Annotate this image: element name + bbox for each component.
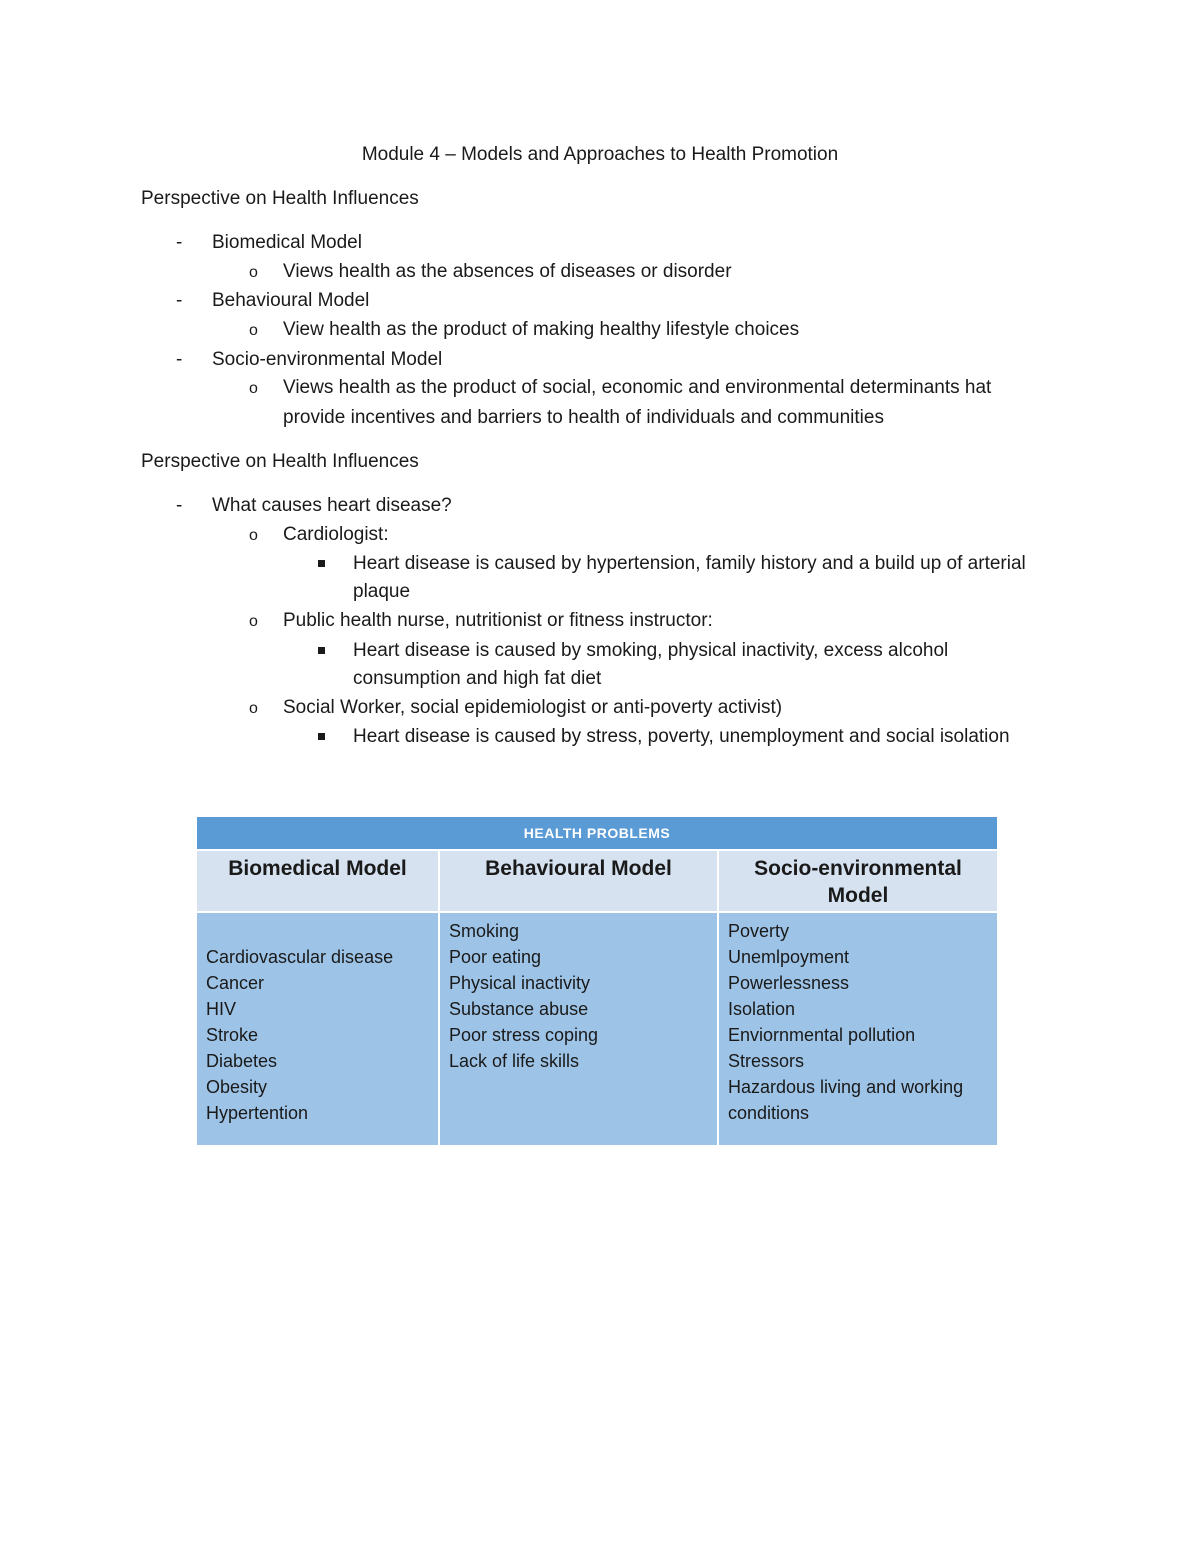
group-point: Heart disease is caused by hypertension, family history and a build up of arterial [353, 553, 1026, 574]
table-cell: Hypertention [206, 1103, 309, 1123]
column-title-continued: Model [827, 884, 889, 907]
column-body-behavioural [440, 913, 717, 1145]
circle-bullet: o [249, 322, 258, 339]
table-cell: Cancer [206, 973, 265, 993]
section-heading: Perspective on Health Influences [141, 451, 419, 472]
column-title: Socio-environmental [754, 857, 962, 880]
column-header-behavioural [440, 851, 717, 911]
table-cell: Diabetes [206, 1051, 278, 1071]
circle-bullet: o [249, 264, 258, 281]
table-cell: Cardiovascular disease [206, 947, 394, 967]
table-cell: Isolation [728, 999, 796, 1019]
group-point: Heart disease is caused by smoking, physical inactivity, excess alcohol [353, 640, 949, 661]
group-point: Heart disease is caused by stress, poverty, unemployment and social isolation [353, 726, 1010, 747]
sub-item-biomedical: Views health as the absences of diseases or disorder [283, 261, 732, 282]
sub-item-behavioural: View health as the product of making healthy lifestyle choices [283, 319, 800, 340]
list-item-biomedical: Biomedical Model [212, 232, 362, 253]
column-title: Biomedical Model [228, 857, 407, 880]
column-body-biomedical [197, 913, 438, 1145]
group-point-continued: consumption and high fat diet [353, 668, 602, 689]
column-title: Behavioural Model [485, 857, 672, 880]
square-bullet [318, 560, 325, 567]
table-cell [206, 918, 438, 944]
table-cell: Stroke [206, 1025, 259, 1045]
table-cell: conditions [728, 1103, 810, 1123]
circle-bullet: o [249, 613, 258, 630]
table-cell: Poor stress coping [449, 1025, 599, 1045]
table-cell: Powerlessness [728, 973, 850, 993]
dash-bullet: - [176, 232, 183, 253]
group-label-cardiologist: Cardiologist: [283, 524, 389, 545]
page-title: Module 4 – Models and Approaches to Health Promotion [361, 144, 839, 165]
dash-bullet: - [176, 290, 183, 311]
square-bullet [318, 647, 325, 654]
square-bullet [318, 733, 325, 740]
sub-item-socio-line1: Views health as the product of social, economic and environmental determinants hat [283, 377, 992, 398]
table-cell: Smoking [449, 921, 520, 941]
sub-item-socio-line2: provide incentives and barriers to health of individuals and communities [283, 407, 884, 428]
table-cell: Poor eating [449, 947, 542, 967]
column-header-socio [719, 851, 997, 911]
table-header: HEALTH PROBLEMS [197, 817, 997, 849]
question-text: What causes heart disease? [212, 495, 452, 516]
group-label-public-health: Public health nurse, nutritionist or fitness instructor: [283, 610, 713, 631]
section-heading: Perspective on Health Influences [141, 188, 419, 209]
table-cell: Poverty [728, 921, 790, 941]
dash-bullet: - [176, 349, 183, 370]
table-cell: Obesity [206, 1077, 268, 1097]
table-cell: Enviornmental pollution [728, 1025, 916, 1045]
circle-bullet: o [249, 527, 258, 544]
circle-bullet: o [249, 700, 258, 717]
table-cell: Unemlpoyment [728, 947, 850, 967]
group-label-social-worker: Social Worker, social epidemiologist or anti-poverty activist) [283, 697, 783, 718]
circle-bullet: o [249, 380, 258, 397]
column-body-socio [719, 913, 997, 1145]
table-cell: Substance abuse [449, 999, 589, 1019]
table-cell: Hazardous living and working [728, 1077, 964, 1097]
dash-bullet: - [176, 495, 183, 516]
group-point-continued: plaque [353, 581, 411, 602]
table-cell: Stressors [728, 1051, 805, 1071]
table-cell: Lack of life skills [449, 1051, 580, 1071]
list-item-behavioural: Behavioural Model [212, 290, 370, 311]
list-item-socio: Socio-environmental Model [212, 349, 443, 370]
table-cell: HIV [206, 999, 237, 1019]
health-problems-table [197, 817, 997, 1145]
table-cell: Physical inactivity [449, 973, 591, 993]
column-header-biomedical [197, 851, 438, 911]
